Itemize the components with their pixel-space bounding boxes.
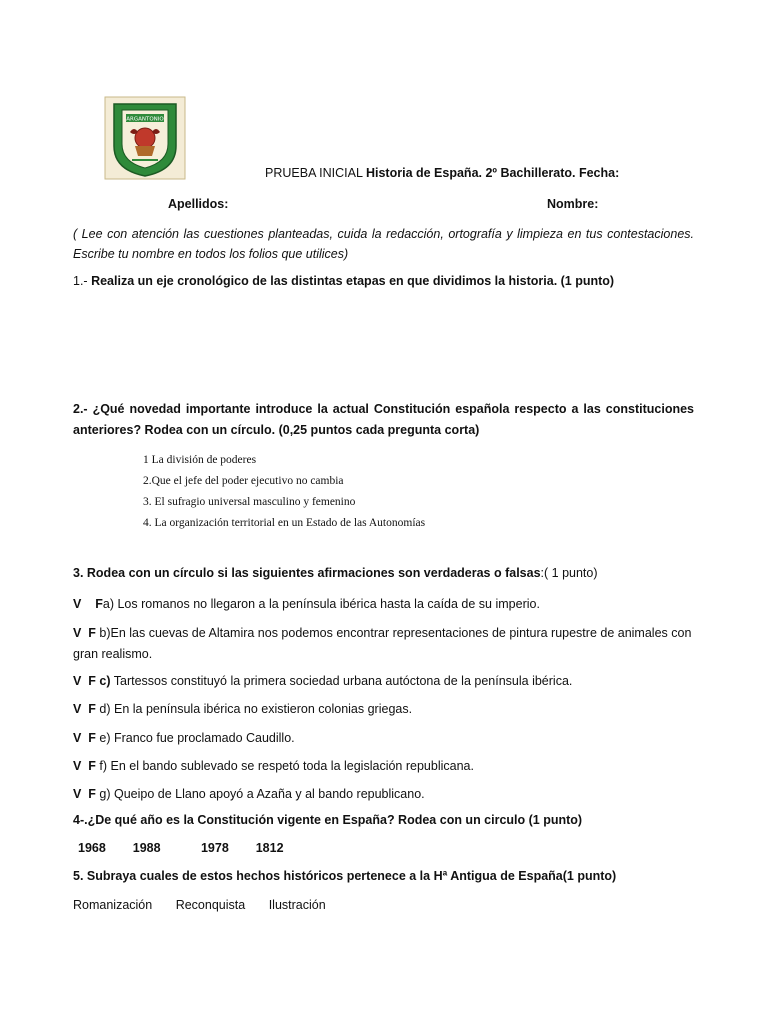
fact-item[interactable]: Reconquista — [175, 898, 246, 912]
question-1-number: 1.- — [73, 274, 88, 288]
question-2: 2.- ¿Qué novedad importante introduce la actual Constitución española respecto a las constituciones anteriores? Rodea con un círculo. (0,25 puntos cada pregunta corta) — [73, 402, 694, 437]
option-item[interactable]: 4. La organización territorial en un Estado de las Autonomías — [143, 517, 426, 529]
true-false-item — [73, 623, 695, 665]
school-logo — [104, 96, 186, 180]
vf-choice[interactable]: V F — [73, 702, 96, 716]
fact-item[interactable]: Romanización — [73, 898, 153, 912]
true-false-item — [73, 671, 695, 692]
statement-text: Tartessos constituyó la primera sociedad urbana autóctona de la península ibérica. — [110, 674, 573, 688]
apellidos-label: Apellidos: — [168, 197, 229, 211]
statement-text: b)En las cuevas de Altamira nos podemos encontrar representaciones de pintura rupestre de animales con gran realismo. — [73, 626, 692, 661]
statement-text: e) Franco fue proclamado Caudillo. — [95, 731, 295, 745]
question-3 — [73, 566, 598, 580]
statement-text: a) Los romanos no llegaron a la península ibérica hasta la caída de su imperio. — [102, 597, 540, 611]
option-item[interactable]: 2.Que el jefe del poder ejecutivo no cambia — [143, 475, 344, 487]
true-false-item — [73, 728, 695, 749]
question-1 — [73, 274, 614, 288]
question-4: 4-.¿De qué año es la Constitución vigente en España? Rodea con un circulo (1 punto) — [73, 813, 583, 827]
true-false-item — [73, 784, 695, 805]
true-false-item — [73, 699, 695, 720]
svg-text:ARGANTONIO: ARGANTONIO — [126, 116, 164, 123]
statement-text: f) En el bando sublevado se respetó toda la legislación republicana. — [95, 759, 474, 773]
statement-text: g) Queipo de Llano apoyó a Azaña y al bando republicano. — [95, 787, 425, 801]
vf-choice[interactable]: V F — [73, 597, 103, 611]
vf-choice[interactable]: V F c) — [73, 674, 111, 688]
historical-facts — [73, 898, 346, 912]
fact-item[interactable]: Ilustración — [268, 898, 326, 912]
title-prefix: PRUEBA INICIAL — [265, 166, 363, 180]
question-3-text: 3. Rodea con un círculo si las siguientes afirmaciones son verdaderas o falsas — [73, 566, 541, 580]
instructions: ( Lee con atención las cuestiones planteadas, cuida la redacción, ortografía y limpieza en tus contestaciones. Escribe tu nombre en todos los folios que utilices) — [73, 227, 694, 261]
page-title — [265, 166, 619, 180]
vf-choice[interactable]: V F — [73, 626, 96, 640]
option-item[interactable]: 1 La división de poderes — [143, 454, 257, 466]
title-rest: Historia de España. 2º Bachillerato. Fecha: — [365, 166, 620, 180]
question-5: 5. Subraya cuales de estos hechos históricos pertenece a la Hª Antigua de España(1 punto) — [73, 869, 617, 883]
vf-choice[interactable]: V F — [73, 759, 96, 773]
question-2-options — [143, 450, 425, 534]
statement-text: d) En la península ibérica no existieron colonias griegas. — [95, 702, 413, 716]
true-false-item — [73, 594, 695, 615]
vf-choice[interactable]: V F — [73, 787, 96, 801]
nombre-label: Nombre: — [547, 197, 599, 211]
year-options[interactable]: 1968 1988 1978 1812 — [78, 841, 284, 855]
question-1-text: Realiza un eje cronológico de las distintas etapas en que dividimos la historia. (1 punto) — [87, 274, 615, 288]
option-item[interactable]: 3. El sufragio universal masculino y femenino — [143, 496, 356, 508]
question-3-points: :( 1 punto) — [540, 566, 598, 580]
true-false-item — [73, 756, 695, 777]
vf-choice[interactable]: V F — [73, 731, 96, 745]
